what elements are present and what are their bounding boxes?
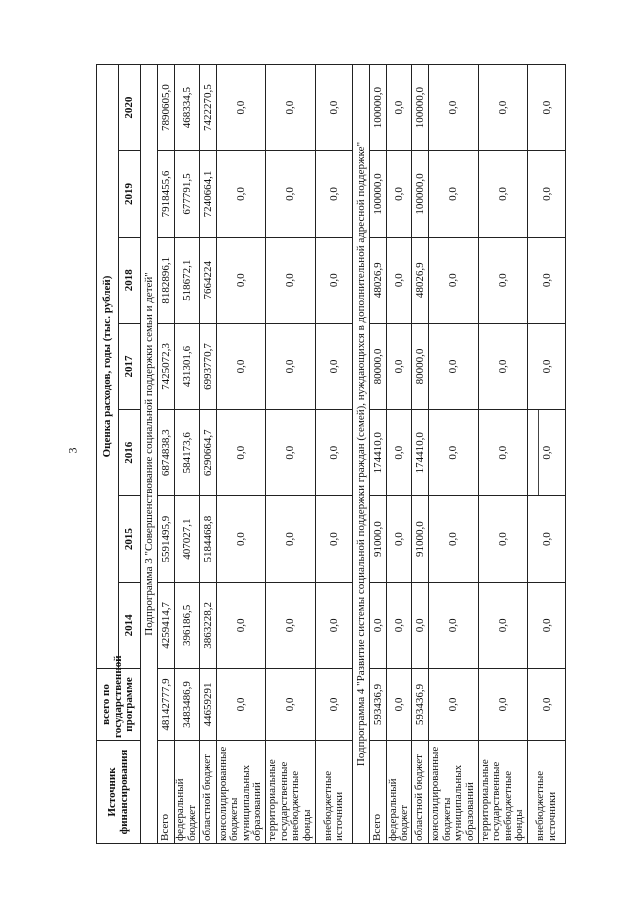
row-value: 0,0	[429, 237, 479, 323]
row-value: 0,0	[266, 151, 316, 237]
row-value: 0,0	[315, 582, 353, 668]
row-label: федеральный бюджет	[174, 741, 199, 844]
row-value: 0,0	[387, 496, 412, 582]
row-label: федеральный бюджет	[387, 741, 412, 844]
row-value: 0,0	[429, 151, 479, 237]
row-value: 0,0	[478, 410, 528, 496]
row-label: консолидированные бюджеты муниципальных образований	[216, 741, 266, 844]
row-value: 0,0	[315, 410, 353, 496]
row-value: 0,0	[387, 323, 412, 409]
header-year: 2017	[119, 323, 141, 409]
row-value: 0,0	[216, 410, 266, 496]
row-value: 6993770,7	[199, 323, 216, 409]
budget-table	[96, 64, 566, 844]
table-row	[370, 65, 387, 844]
row-value: 0,0	[266, 496, 316, 582]
row-value: 7425072,3	[157, 323, 174, 409]
row-total: 0,0	[387, 669, 412, 741]
row-value: 0,0	[528, 496, 566, 582]
header-year: 2019	[119, 151, 141, 237]
row-value: 0,0	[528, 65, 566, 151]
row-value: 80000,0	[412, 323, 429, 409]
row-value: 0,0	[216, 323, 266, 409]
row-value: 0,0	[478, 582, 528, 668]
row-value: 0,0	[266, 582, 316, 668]
table-row	[216, 65, 266, 844]
row-value: 0,0	[266, 410, 316, 496]
row-value: 174410,0	[370, 410, 387, 496]
row-value: 0,0	[528, 237, 566, 323]
row-value: 677791,5	[174, 151, 199, 237]
row-value: 0,0	[429, 496, 479, 582]
row-value: 0,0	[478, 496, 528, 582]
row-value: 4259414,7	[157, 582, 174, 668]
row-value: 48026,9	[370, 237, 387, 323]
row-value: 7918455,6	[157, 151, 174, 237]
row-value: 0,0	[216, 582, 266, 668]
table-row	[174, 65, 199, 844]
header-source: Источник финансирования	[97, 741, 141, 844]
row-value: 7890605,0	[157, 65, 174, 151]
row-total: 593436,9	[370, 669, 387, 741]
row-value: 48026,9	[412, 237, 429, 323]
header-year: 2016	[119, 410, 141, 496]
row-label: областной бюджет	[412, 741, 429, 844]
table-row	[478, 65, 528, 844]
header-estimate: Оценка расходов, годы (тыс. рублей)	[97, 65, 119, 669]
row-value: 0,0	[528, 323, 566, 409]
rotated-table-wrapper	[96, 64, 566, 844]
row-value: 91000,0	[370, 496, 387, 582]
section-header-row	[141, 65, 158, 844]
row-label: территориальные государственные внебюджетные фонды	[478, 741, 528, 844]
row-value: 0,0	[412, 582, 429, 668]
row-value: 6874838,3	[157, 410, 174, 496]
row-value: 7664224	[199, 237, 216, 323]
row-value: 518672,1	[174, 237, 199, 323]
row-value: 0,0	[387, 237, 412, 323]
row-value: 0,0	[266, 323, 316, 409]
row-value: 0,0	[315, 496, 353, 582]
row-total: 44659291	[199, 669, 216, 741]
header-total: всего по государственной программе	[97, 669, 141, 741]
row-total: 0,0	[315, 669, 353, 741]
row-value: 0,0	[216, 65, 266, 151]
table-row	[387, 65, 412, 844]
section-title: Подпрограмма 3 "Совершенствование социальной поддержки семьи и детей"	[141, 65, 158, 844]
row-value: 0,0	[429, 410, 479, 496]
row-value: 0,0	[528, 410, 566, 496]
row-value: 584173,6	[174, 410, 199, 496]
row-total: 593436,9	[412, 669, 429, 741]
row-value: 0,0	[528, 582, 566, 668]
table-row	[199, 65, 216, 844]
table-row	[528, 65, 566, 844]
row-value: 0,0	[387, 410, 412, 496]
row-total: 0,0	[266, 669, 316, 741]
row-value: 100000,0	[370, 151, 387, 237]
row-value: 0,0	[528, 151, 566, 237]
row-value: 100000,0	[412, 151, 429, 237]
table-row	[412, 65, 429, 844]
row-value: 3863228,2	[199, 582, 216, 668]
row-value: 0,0	[315, 237, 353, 323]
row-label: Всего	[370, 741, 387, 844]
row-value: 0,0	[429, 582, 479, 668]
row-value: 396186,5	[174, 582, 199, 668]
row-value: 0,0	[315, 151, 353, 237]
row-value: 0,0	[478, 323, 528, 409]
row-total: 3483486,9	[174, 669, 199, 741]
row-value: 100000,0	[412, 65, 429, 151]
row-total: 0,0	[216, 669, 266, 741]
row-value: 0,0	[478, 65, 528, 151]
row-total: 48142777,9	[157, 669, 174, 741]
row-value: 5591495,9	[157, 496, 174, 582]
row-label: Всего	[157, 741, 174, 844]
row-value: 0,0	[216, 237, 266, 323]
header-year: 2018	[119, 237, 141, 323]
row-total: 0,0	[429, 669, 479, 741]
row-value: 91000,0	[412, 496, 429, 582]
row-value: 0,0	[478, 237, 528, 323]
table-row	[266, 65, 316, 844]
section-header-row	[353, 65, 370, 844]
row-value: 0,0	[266, 237, 316, 323]
row-value: 100000,0	[370, 65, 387, 151]
row-value: 0,0	[315, 65, 353, 151]
row-value: 0,0	[387, 65, 412, 151]
row-value: 431301,6	[174, 323, 199, 409]
row-label: консолидированные бюджеты муниципальных образований	[429, 741, 479, 844]
row-label: внебюджетные источники	[528, 741, 566, 844]
row-value: 7422270,5	[199, 65, 216, 151]
row-value: 468334,5	[174, 65, 199, 151]
row-value: 0,0	[429, 65, 479, 151]
table-header	[97, 65, 141, 844]
row-value: 0,0	[315, 323, 353, 409]
row-value: 0,0	[216, 151, 266, 237]
header-year: 2015	[119, 496, 141, 582]
row-value: 5184468,8	[199, 496, 216, 582]
row-label: областной бюджет	[199, 741, 216, 844]
row-value: 0,0	[387, 151, 412, 237]
row-value: 407027,1	[174, 496, 199, 582]
row-value: 6290664,7	[199, 410, 216, 496]
header-year: 2020	[119, 65, 141, 151]
section-title: Подпрограмма 4 "Развитие системы социальной поддержки граждан (семей), нуждающихся в дополнительной адресной поддержке"	[353, 65, 370, 844]
row-value: 0,0	[216, 496, 266, 582]
table-row	[157, 65, 174, 844]
page-number: 3	[65, 447, 80, 454]
row-value: 0,0	[429, 323, 479, 409]
row-value: 0,0	[478, 151, 528, 237]
row-value: 0,0	[370, 582, 387, 668]
row-label: территориальные государственные внебюджетные фонды	[266, 741, 316, 844]
row-total: 0,0	[478, 669, 528, 741]
row-value: 0,0	[387, 582, 412, 668]
row-value: 8182896,1	[157, 237, 174, 323]
row-value: 7240664,1	[199, 151, 216, 237]
table-row	[429, 65, 479, 844]
row-label: внебюджетные источники	[315, 741, 353, 844]
table-body	[141, 65, 566, 844]
row-total: 0,0	[528, 669, 566, 741]
header-year: 2014	[119, 582, 141, 668]
table-row	[315, 65, 353, 844]
row-value: 80000,0	[370, 323, 387, 409]
row-value: 174410,0	[412, 410, 429, 496]
row-value: 0,0	[266, 65, 316, 151]
